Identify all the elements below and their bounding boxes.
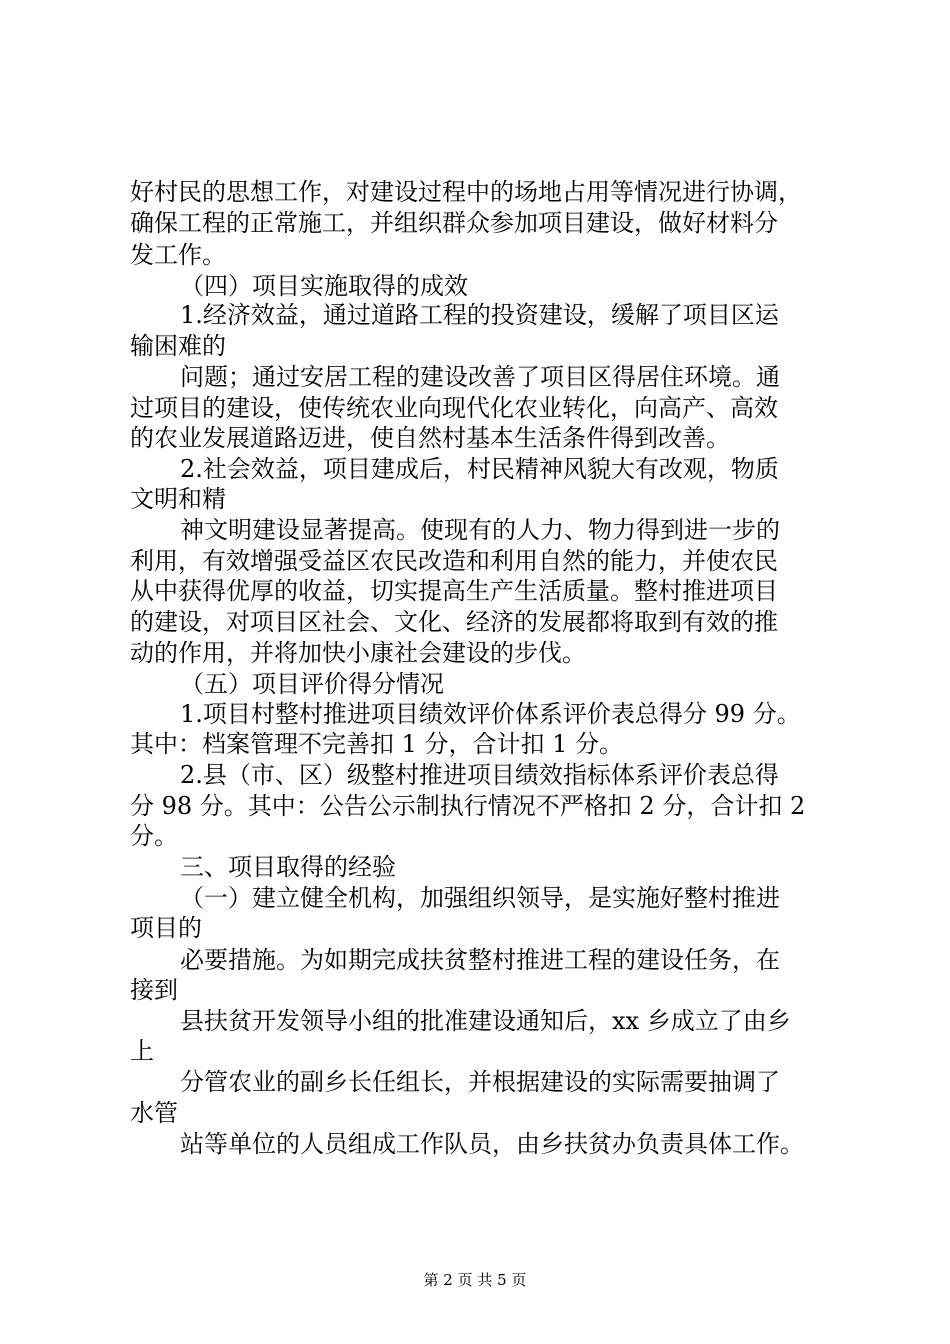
text-line: 过项目的建设，使传统农业向现代化农业转化，向高产、高效 xyxy=(130,394,778,422)
text-line: 确保工程的正常施工，并组织群众参加项目建设，做好材料分 xyxy=(130,209,778,237)
text-line: 分 98 分。其中：公告公示制执行情况不严格扣 2 分，合计扣 2 xyxy=(130,792,806,820)
text-line: 好村民的思想工作，对建设过程中的场地占用等情况进行协调， xyxy=(130,178,802,206)
text-line: 2.社会效益，项目建成后，村民精神风貌大有改观，物质 xyxy=(180,455,779,483)
text-line: 的建设，对项目区社会、文化、经济的发展都将取到有效的推 xyxy=(130,608,778,636)
text-line: 的农业发展道路迈进，使自然村基本生活条件得到改善。 xyxy=(130,424,730,452)
section-heading: （四）项目实施取得的成效 xyxy=(180,272,468,300)
text-line: 从中获得优厚的收益，切实提高生产生活质量。整村推进项目 xyxy=(130,577,778,605)
text-line: 动的作用，并将加快小康社会建设的步伐。 xyxy=(130,639,586,667)
section-heading: 三、项目取得的经验 xyxy=(180,853,396,881)
text-line: 发工作。 xyxy=(130,241,226,269)
text-line: 问题；通过安居工程的建设改善了项目区得居住环境。通 xyxy=(180,363,780,391)
text-line: 接到 xyxy=(130,976,178,1004)
text-line: 分。 xyxy=(130,822,178,850)
text-line: 神文明建设显著提高。使现有的人力、物力得到进一步的 xyxy=(180,516,780,544)
text-line: 县扶贫开发领导小组的批准建设通知后，xx 乡成立了由乡 xyxy=(180,1007,791,1035)
text-line: 利用，有效增强受益区农民改造和利用自然的能力，并使农民 xyxy=(130,547,778,575)
text-line: 1.经济效益，通过道路工程的投资建设，缓解了项目区运 xyxy=(180,301,779,329)
text-line: 站等单位的人员组成工作队员，由乡扶贫办负责具体工作。 xyxy=(180,1130,804,1158)
text-line: 上 xyxy=(130,1037,154,1065)
page-number-footer: 第 2 页 共 5 页 xyxy=(423,1271,527,1289)
text-line: 输困难的 xyxy=(130,332,226,360)
text-line: 其中：档案管理不完善扣 1 分，合计扣 1 分。 xyxy=(130,730,624,758)
text-line: 分管农业的副乡长任组长，并根据建设的实际需要抽调了 xyxy=(180,1068,780,1096)
text-line: 2.县（市、区）级整村推进项目绩效指标体系评价表总得 xyxy=(180,761,779,789)
text-line: 必要措施。为如期完成扶贫整村推进工程的建设任务，在 xyxy=(180,946,780,974)
section-heading: （五）项目评价得分情况 xyxy=(180,670,444,698)
text-line: 水管 xyxy=(130,1099,178,1127)
text-line: 项目的 xyxy=(130,914,202,942)
text-line: 1.项目村整村推进项目绩效评价体系评价表总得分 99 分。 xyxy=(180,700,801,728)
section-heading: （一）建立健全机构，加强组织领导，是实施好整村推进 xyxy=(180,884,780,912)
text-line: 文明和精 xyxy=(130,485,226,513)
